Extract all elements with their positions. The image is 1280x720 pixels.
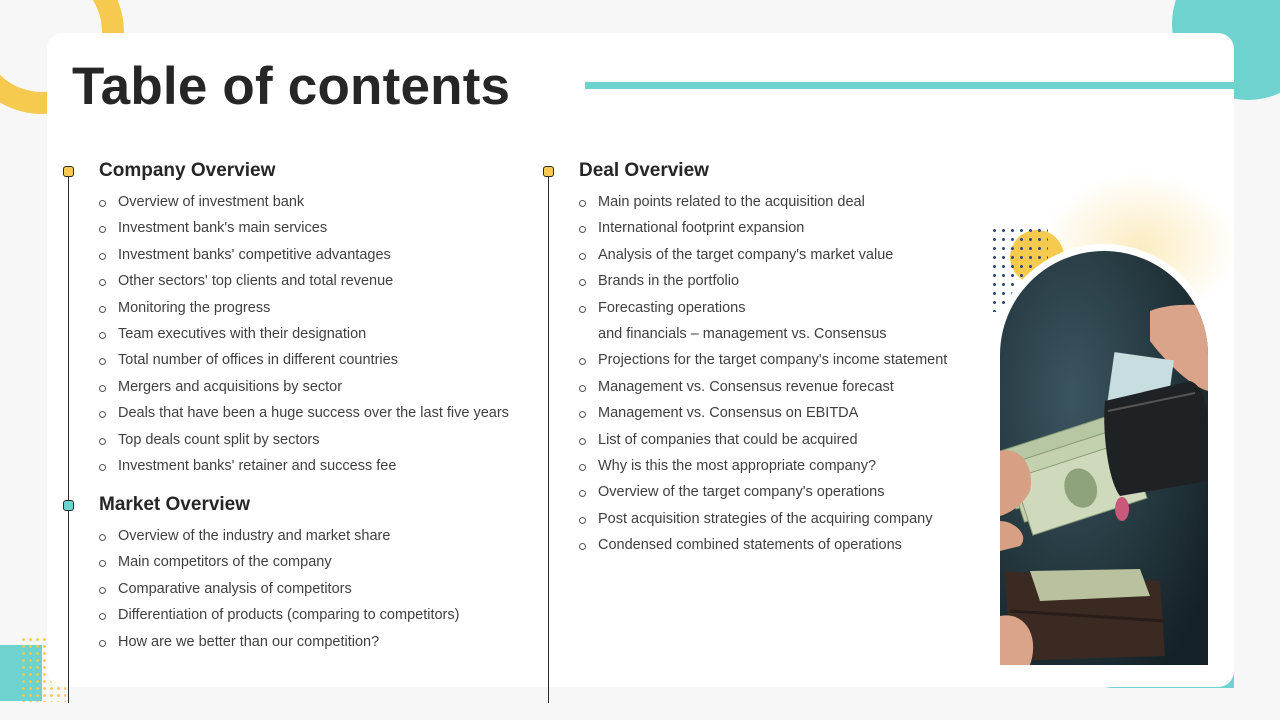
list-item: Investment banks' competitive advantages bbox=[99, 242, 509, 268]
title-underline-bar bbox=[585, 82, 1234, 89]
section-marker-icon bbox=[63, 500, 74, 511]
list-item: Overview of the industry and market share bbox=[99, 523, 459, 549]
circle-bullet-icon bbox=[579, 464, 586, 471]
section-marker-icon bbox=[543, 166, 554, 177]
circle-bullet-icon bbox=[99, 306, 106, 313]
list-item: List of companies that could be acquired bbox=[579, 427, 947, 453]
timeline-line bbox=[548, 175, 549, 703]
list-item: Team executives with their designation bbox=[99, 321, 509, 347]
list-item: How are we better than our competition? bbox=[99, 629, 459, 655]
circle-bullet-icon bbox=[99, 438, 106, 445]
list-item: Main points related to the acquisition deal bbox=[579, 189, 947, 215]
list-item: Monitoring the progress bbox=[99, 295, 509, 321]
list-item: Main competitors of the company bbox=[99, 549, 459, 575]
circle-bullet-icon bbox=[99, 279, 106, 286]
list-item: Total number of offices in different countries bbox=[99, 347, 509, 373]
list-item: Management vs. Consensus revenue forecast bbox=[579, 374, 947, 400]
slide-title: Table of contents bbox=[72, 57, 511, 116]
circle-bullet-icon bbox=[579, 543, 586, 550]
list-item: Analysis of the target company's market value bbox=[579, 242, 947, 268]
company-overview-list bbox=[99, 189, 509, 479]
circle-bullet-icon bbox=[99, 226, 106, 233]
circle-bullet-icon bbox=[579, 358, 586, 365]
list-item: Investment banks' retainer and success fee bbox=[99, 453, 509, 479]
circle-bullet-icon bbox=[99, 253, 106, 260]
list-item: Top deals count split by sectors bbox=[99, 427, 509, 453]
money-wallet-photo bbox=[1000, 251, 1208, 665]
section-marker-icon bbox=[63, 166, 74, 177]
circle-bullet-icon bbox=[99, 464, 106, 471]
circle-bullet-icon bbox=[99, 640, 106, 647]
circle-bullet-icon bbox=[99, 587, 106, 594]
circle-bullet-icon bbox=[99, 560, 106, 567]
list-item: Why is this the most appropriate company? bbox=[579, 453, 947, 479]
circle-bullet-icon bbox=[579, 385, 586, 392]
list-item: Management vs. Consensus on EBITDA bbox=[579, 400, 947, 426]
list-item: Overview of investment bank bbox=[99, 189, 509, 215]
list-item: International footprint expansion bbox=[579, 215, 947, 241]
circle-bullet-icon bbox=[99, 534, 106, 541]
circle-bullet-icon bbox=[579, 226, 586, 233]
circle-bullet-icon bbox=[99, 411, 106, 418]
circle-bullet-icon bbox=[579, 438, 586, 445]
section-title-market-overview: Market Overview bbox=[99, 494, 251, 515]
list-item: Investment bank's main services bbox=[99, 215, 509, 241]
list-item: Differentiation of products (comparing to competitors) bbox=[99, 602, 459, 628]
list-item: Post acquisition strategies of the acquiring company bbox=[579, 506, 947, 532]
circle-bullet-icon bbox=[99, 358, 106, 365]
circle-bullet-icon bbox=[579, 411, 586, 418]
circle-bullet-icon bbox=[99, 332, 106, 339]
timeline-line bbox=[68, 175, 69, 703]
list-item: Condensed combined statements of operations bbox=[579, 532, 947, 558]
list-item: Mergers and acquisitions by sector bbox=[99, 374, 509, 400]
list-item-continuation: and financials – management vs. Consensus bbox=[598, 325, 887, 342]
section-title-deal-overview: Deal Overview bbox=[579, 160, 709, 181]
list-item: Overview of the target company's operations bbox=[579, 479, 947, 505]
list-item: Projections for the target company's income statement bbox=[579, 347, 947, 373]
list-item: Deals that have been a huge success over the last five years bbox=[99, 400, 509, 426]
circle-bullet-icon bbox=[579, 200, 586, 207]
circle-bullet-icon bbox=[99, 613, 106, 620]
section-title-company-overview: Company Overview bbox=[99, 160, 276, 181]
list-item: Brands in the portfolio bbox=[579, 268, 947, 294]
deal-overview-list bbox=[579, 189, 947, 558]
list-item: Forecasting operations bbox=[579, 295, 947, 321]
list-item: Other sectors' top clients and total revenue bbox=[99, 268, 509, 294]
circle-bullet-icon bbox=[579, 517, 586, 524]
circle-bullet-icon bbox=[579, 306, 586, 313]
circle-bullet-icon bbox=[99, 200, 106, 207]
circle-bullet-icon bbox=[99, 385, 106, 392]
circle-bullet-icon bbox=[579, 253, 586, 260]
market-overview-list bbox=[99, 523, 459, 655]
photo-illustration bbox=[1000, 251, 1208, 665]
list-item: Comparative analysis of competitors bbox=[99, 576, 459, 602]
circle-bullet-icon bbox=[579, 279, 586, 286]
circle-bullet-icon bbox=[579, 490, 586, 497]
